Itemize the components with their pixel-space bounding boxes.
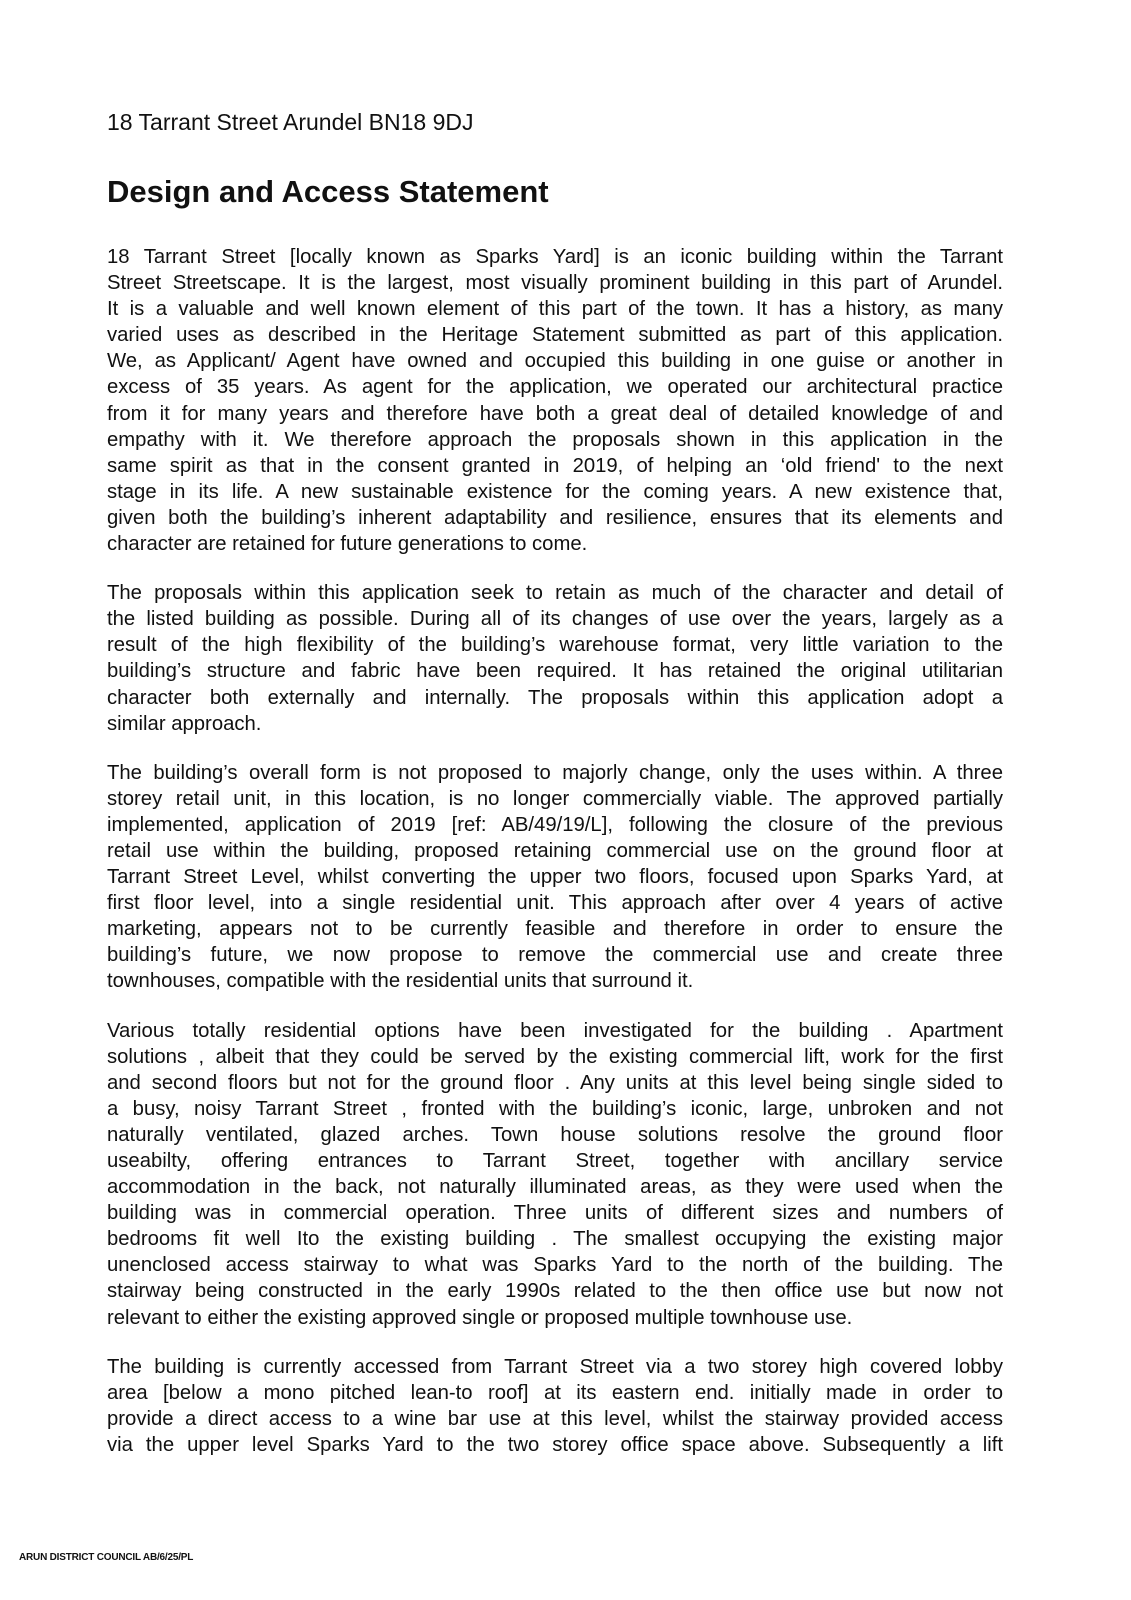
text-line: from it for many years and therefore have both a great deal of detailed knowledge of and xyxy=(107,402,1003,425)
document-heading: Design and Access Statement xyxy=(107,174,549,209)
paragraph xyxy=(107,1018,1003,1331)
text-line: accommodation in the back, not naturally illuminated areas, as they were used when the xyxy=(107,1176,1003,1199)
text-line: Various totally residential options have been investigated for the building . Apartment xyxy=(107,1019,1003,1042)
text-line: building’s future, we now propose to remove the commercial use and create three xyxy=(107,944,1003,967)
text-line: Tarrant Street Level, whilst converting the upper two floors, focused upon Sparks Yard, at xyxy=(107,866,1003,889)
text-line: Street Streetscape. It is the largest, most visually prominent building in this part of Arundel. xyxy=(107,272,1003,295)
text-line: bedrooms fit well Ito the existing building . The smallest occupying the existing major xyxy=(107,1228,1003,1251)
paragraph xyxy=(107,244,1003,557)
text-line: and second floors but not for the ground floor . Any units at this level being single sided to xyxy=(107,1071,1003,1094)
paragraph xyxy=(107,580,1003,737)
text-line: empathy with it. We therefore approach the proposals shown in this application in the xyxy=(107,428,1003,451)
text-line: useabilty, offering entrances to Tarrant Street, together with ancillary service xyxy=(107,1150,1003,1172)
text-line: The proposals within this application seek to retain as much of the character and detail of xyxy=(107,582,1003,605)
text-line: 18 Tarrant Street [locally known as Sparks Yard] is an iconic building within the Tarrant xyxy=(107,246,1003,268)
paragraph xyxy=(107,760,1003,995)
document-body xyxy=(107,244,1003,1481)
text-line: via the upper level Sparks Yard to the two storey office space above. Subsequently a lift xyxy=(107,1433,1003,1456)
paragraph xyxy=(107,1354,1003,1458)
text-line: area [below a mono pitched lean-to roof] at its eastern end. initially made in order to xyxy=(107,1381,1003,1404)
text-line: townhouses, compatible with the residential units that surround it. xyxy=(107,970,694,993)
text-line: excess of 35 years. As agent for the application, we operated our architectural practice xyxy=(107,376,1003,399)
text-line: stairway being constructed in the early 1990s related to the then office use but now not xyxy=(107,1280,1003,1303)
text-line: a busy, noisy Tarrant Street , fronted with the building’s iconic, large, unbroken and not xyxy=(107,1097,1003,1120)
text-line: We, as Applicant/ Agent have owned and occupied this building in one guise or another in xyxy=(107,350,1003,373)
text-line: solutions , albeit that they could be served by the existing commercial lift, work for the first xyxy=(107,1045,1003,1068)
text-line: stage in its life. A new sustainable existence for the coming years. A new existence that, xyxy=(107,480,1003,503)
text-line: The building is currently accessed from Tarrant Street via a two storey high covered lobby xyxy=(107,1355,1003,1378)
text-line: the listed building as possible. During all of its changes of use over the years, largely as a xyxy=(107,608,1003,631)
text-line: It is a valuable and well known element of this part of the town. It has a history, as many xyxy=(107,298,1003,321)
text-line: result of the high flexibility of the building’s warehouse format, very little variation to the xyxy=(107,634,1003,657)
text-line: building’s structure and fabric have been required. It has retained the original utilitarian xyxy=(107,660,1003,683)
text-line: marketing, appears not to be currently feasible and therefore in order to ensure the xyxy=(107,918,1003,941)
text-line: relevant to either the existing approved single or proposed multiple townhouse use. xyxy=(107,1306,853,1329)
text-line: implemented, application of 2019 [ref: AB/49/19/L], following the closure of the previous xyxy=(107,813,1003,836)
document-address: 18 Tarrant Street Arundel BN18 9DJ xyxy=(107,109,474,135)
footer-reference: ARUN DISTRICT COUNCIL AB/6/25/PL xyxy=(19,1552,194,1563)
text-line: provide a direct access to a wine bar use at this level, whilst the stairway provided access xyxy=(107,1407,1003,1430)
text-line: The building’s overall form is not proposed to majorly change, only the uses within. A three xyxy=(107,761,1003,784)
text-line: character both externally and internally. The proposals within this application adopt a xyxy=(107,686,1003,709)
text-line: first floor level, into a single residential unit. This approach after over 4 years of active xyxy=(107,892,1003,915)
text-line: building was in commercial operation. Three units of different sizes and numbers of xyxy=(107,1202,1003,1225)
text-line: naturally ventilated, glazed arches. Town house solutions resolve the ground floor xyxy=(107,1123,1003,1146)
text-line: unenclosed access stairway to what was Sparks Yard to the north of the building. The xyxy=(107,1254,1003,1277)
text-line: same spirit as that in the consent granted in 2019, of helping an ‘old friend' to the next xyxy=(107,454,1003,477)
text-line: character are retained for future generations to come. xyxy=(107,533,588,556)
text-line: given both the building’s inherent adaptability and resilience, ensures that its elements and xyxy=(107,506,1003,529)
text-line: similar approach. xyxy=(107,712,262,735)
text-line: storey retail unit, in this location, is no longer commercially viable. The approved partially xyxy=(107,787,1003,810)
text-line: retail use within the building, proposed retaining commercial use on the ground floor at xyxy=(107,839,1003,862)
text-line: varied uses as described in the Heritage Statement submitted as part of this application. xyxy=(107,324,1003,347)
